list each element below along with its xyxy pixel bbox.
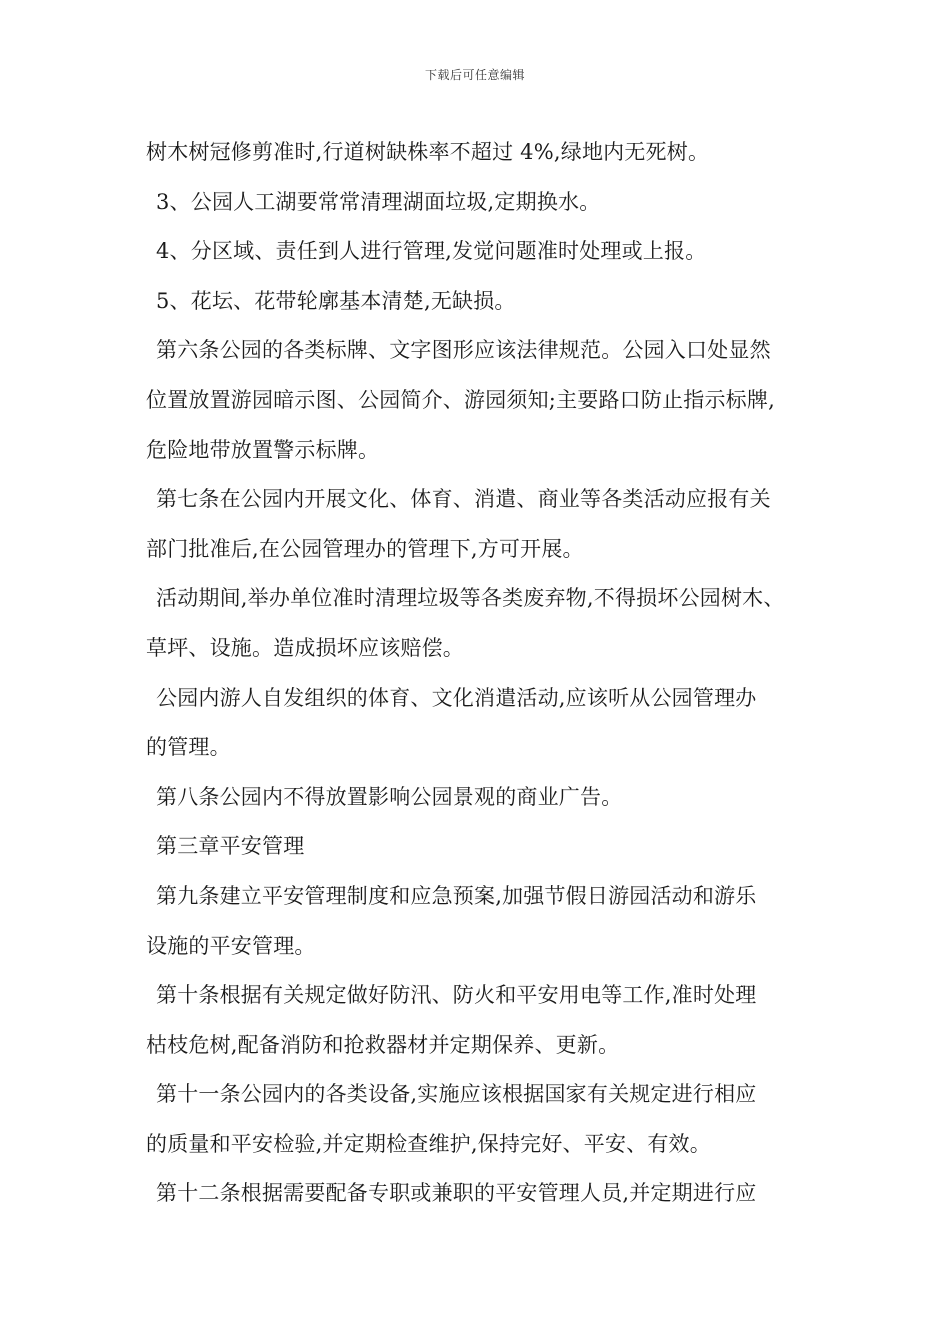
text-line: 第三章平安管理 [156, 834, 305, 859]
text-line: 第九条建立平安管理制度和应急预案,加强节假日游园活动和游乐 [156, 883, 757, 908]
text-line: 第七条在公园内开展文化、体育、消遣、商业等各类活动应报有关 [156, 487, 771, 512]
text-line: 4、分区域、责任到人进行管理,发觉问题准时处理或上报。 [156, 239, 707, 264]
header-note: 下载后可任意编辑 [424, 68, 525, 82]
document-body [146, 128, 816, 1219]
text-line: 枯枝危树,配备消防和抢救器材并定期保养、更新。 [146, 1032, 620, 1057]
text-line: 第十一条公园内的各类设备,实施应该根据国家有关规定进行相应 [156, 1082, 757, 1107]
text-line: 第十条根据有关规定做好防汛、防火和平安用电等工作,准时处理 [156, 983, 757, 1008]
text-line: 危险地带放置警示标牌。 [146, 437, 380, 462]
text-line: 树木树冠修剪准时,行道树缺株率不超过 4%,绿地内无死树。 [146, 140, 710, 164]
text-line: 公园内游人自发组织的体育、文化消遣活动,应该听从公园管理办 [156, 685, 757, 710]
text-line: 设施的平安管理。 [146, 933, 316, 958]
text-line: 草坪、设施。造成损坏应该赔偿。 [146, 635, 464, 660]
text-line: 活动期间,举办单位准时清理垃圾等各类废弃物,不得损坏公园树木、 [156, 586, 785, 611]
text-line: 第八条公园内不得放置影响公园景观的商业广告。 [156, 784, 623, 809]
text-line: 位置放置游园暗示图、公园简介、游园须知;主要路口防止指示标牌, [146, 387, 775, 412]
text-line: 的管理。 [146, 735, 231, 760]
text-line: 部门批准后,在公园管理办的管理下,方可开展。 [146, 536, 584, 561]
text-line: 第十二条根据需要配备专职或兼职的平安管理人员,并定期进行应 [156, 1181, 757, 1206]
text-line: 3、公园人工湖要常常清理湖面垃圾,定期换水。 [156, 189, 601, 214]
text-line: 5、花坛、花带轮廓基本清楚,无缺损。 [156, 288, 516, 313]
text-line: 第六条公园的各类标牌、文字图形应该法律规范。公园入口处显然 [156, 338, 771, 363]
text-line: 的质量和平安检验,并定期检查维护,保持完好、平安、有效。 [146, 1131, 711, 1156]
